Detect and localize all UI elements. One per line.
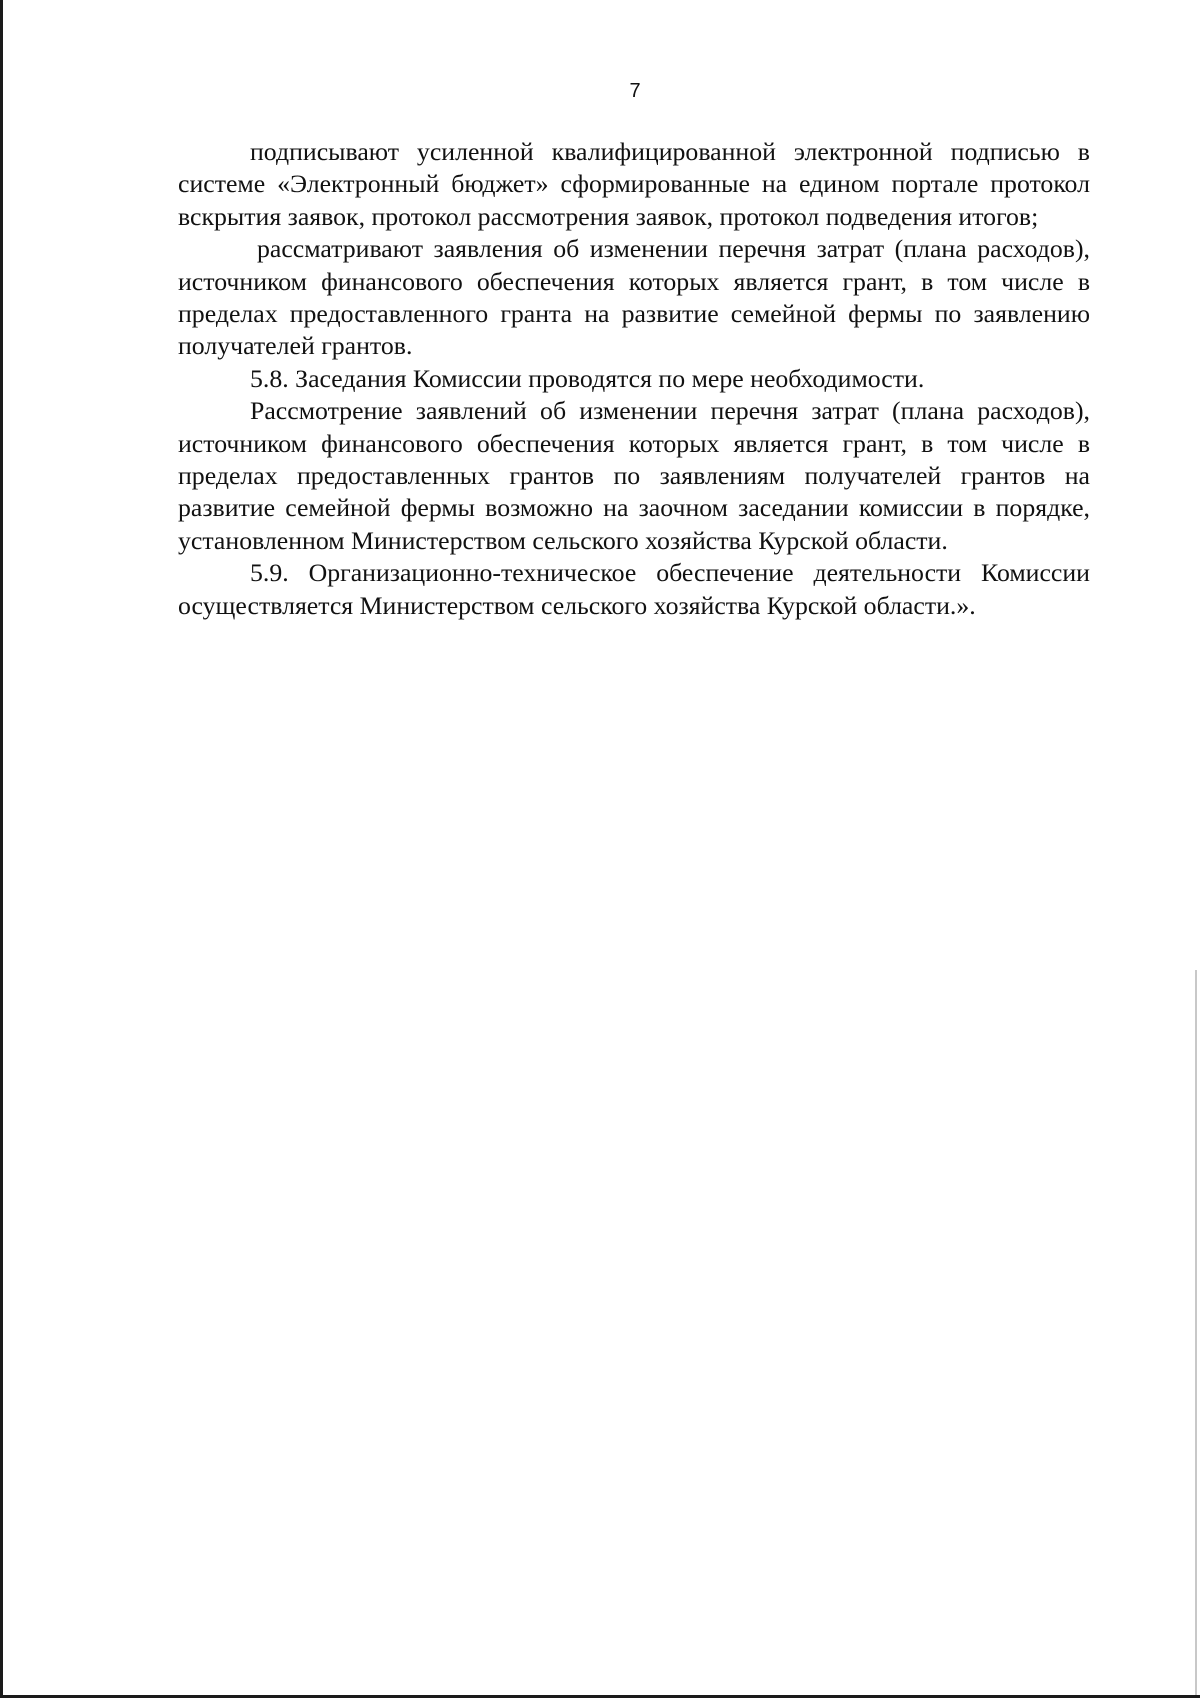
document-body <box>178 136 1090 622</box>
paragraph-signing-protocols: подписывают усиленной квалифицированной электронной подписью в системе «Электронный бюджет» сформированные на едином портале протокол вскрытия заявок, протокол рассмотрения заявок, протокол подведения итогов; <box>178 137 1090 231</box>
page-number: 7 <box>629 80 641 102</box>
paragraph-cost-list-changes: рассматривают заявления об изменении перечня затрат (плана расходов), источником финансового обеспечения которых является грант, в том числе в пределах предоставленного гранта на развитие семейной фермы по заявлению получателей грантов. <box>178 234 1090 361</box>
paragraph-clause-5-8: 5.8. Заседания Комиссии проводятся по мере необходимости. <box>250 363 925 393</box>
paragraph-clause-5-9: 5.9. Организационно-техническое обеспечение деятельности Комиссии осуществляется Министерством сельского хозяйства Курской области.». <box>178 558 1090 620</box>
scan-border-left <box>0 0 3 1698</box>
scan-border-right <box>1195 970 1197 1698</box>
paragraph-absentee-meeting: Рассмотрение заявлений об изменении перечня затрат (плана расходов), источником финансового обеспечения которых является грант, в том числе в пределах предоставленных грантов по заявлениям получателей грантов на развитие семейной фермы возможно на заочном заседании комиссии в порядке, установленном Министерством сельского хозяйства Курской области. <box>178 396 1090 555</box>
